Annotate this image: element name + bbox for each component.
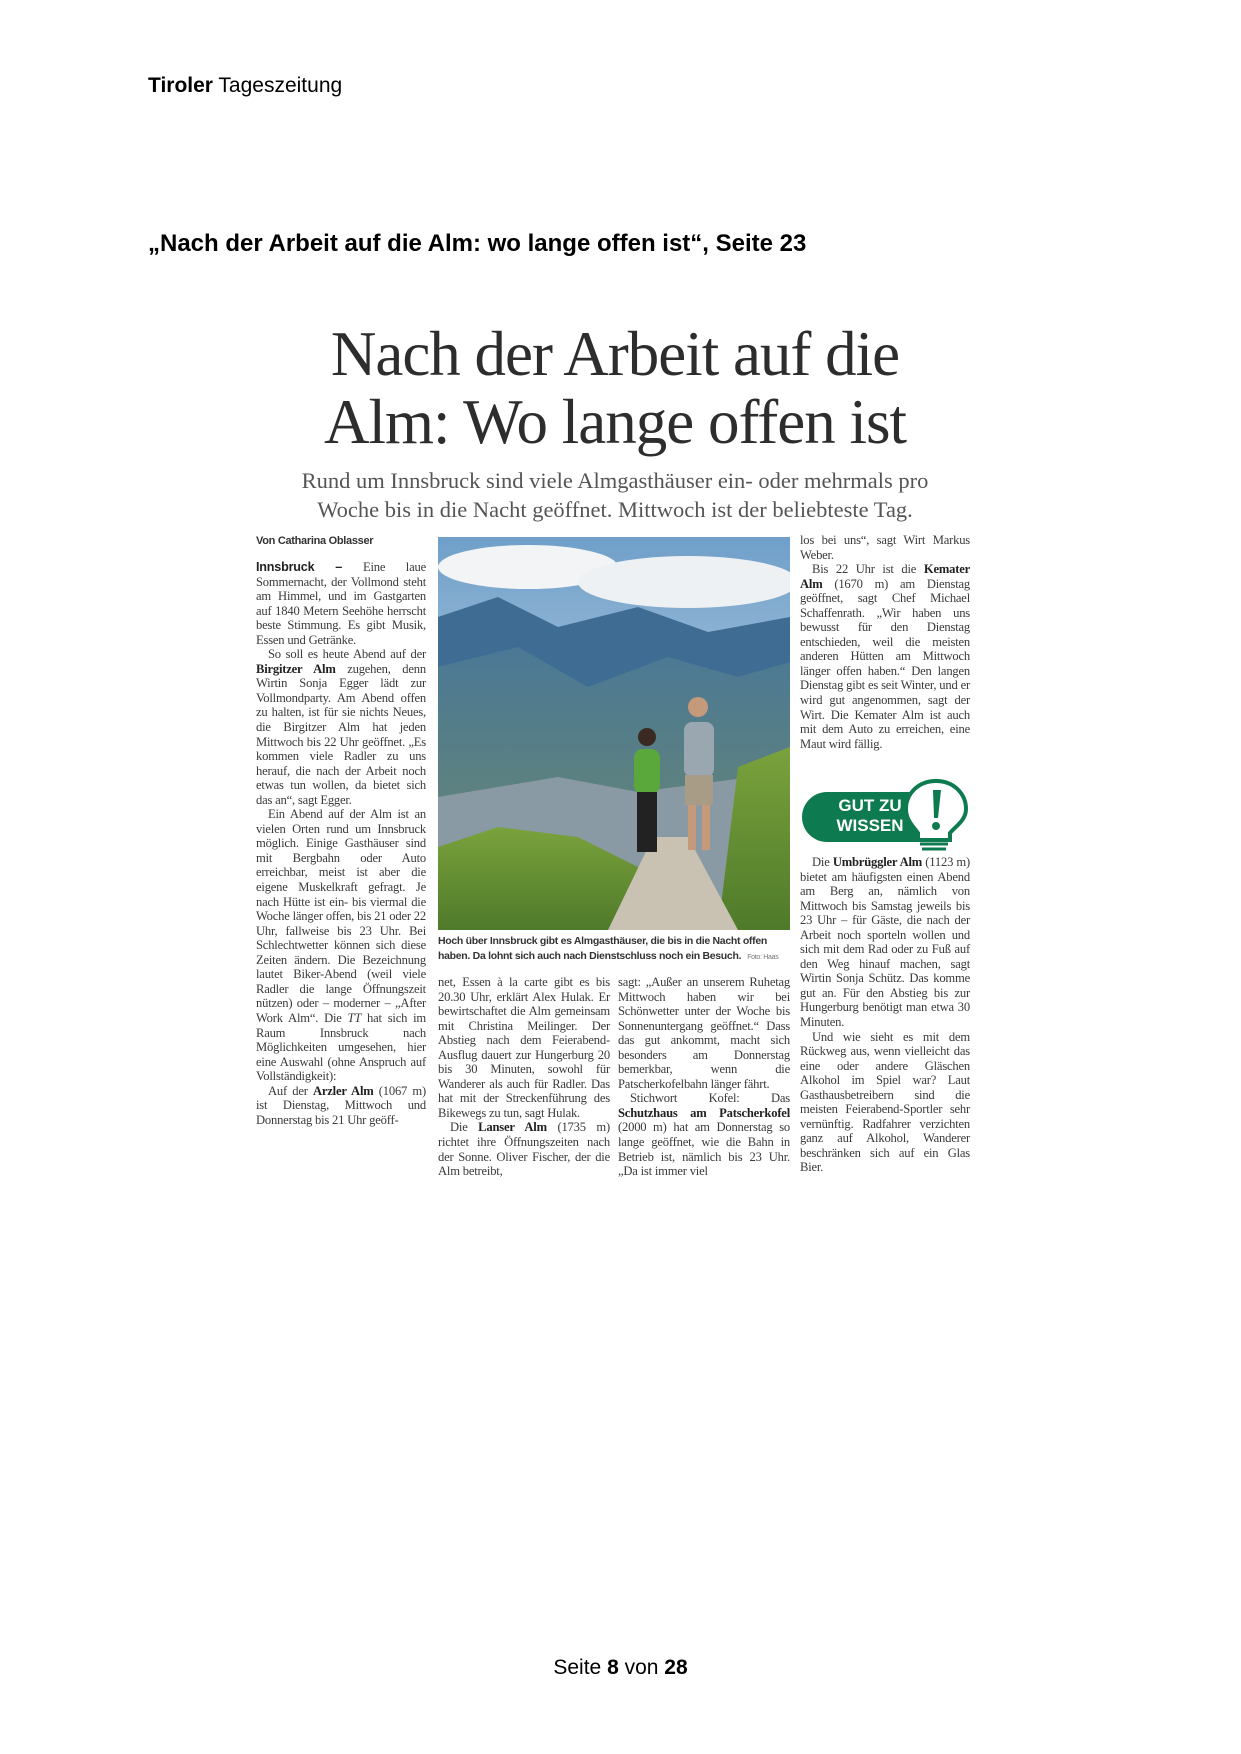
italic-text: TT <box>347 1010 362 1025</box>
photo-caption <box>438 934 790 965</box>
caption-text: Hoch über Innsbruck gibt es Almgasthäuser, die bis in die Nacht offen haben. Da lohnt sich auch nach Dienstschluss noch ein Besuch. <box>438 935 767 962</box>
bold-text: Lanser Alm <box>478 1120 547 1135</box>
paragraph-text: (1670 m) am Dienstag geöffnet, sagt Chef Michael Schaffenrath. „Wir haben uns bewusst für den Dienstag entschieden, weil die meisten anderen Hütten am Mittwoch länger offen haben.“ Den langen Dienstag gibt es seit Winter, und er wird gut angenommen, sagt der Wirt. Die Kemater Alm ist auch mit dem Auto zu erreichen, eine Maut wird fällig. <box>800 576 970 751</box>
publication-header <box>148 74 342 98</box>
paragraph-text: Ein Abend auf der Alm ist an vielen Orten rund um Innsbruck möglich. Einige Gasthäuser sind mit Bergbahn oder Auto erreichbar, meist ist aber die eigene Muskelkraft gefragt. Je nach Hütte ist ein- bis viermal die Woche länger offen, bis 21 oder 22 Uhr, fallweise bis 23 Uhr. Bei Schlechtwetter können sich diese Zeiten ändern. Die Bezeichnung lautet Biker-Abend (weil viele Radler die lange Öffnungszeit nützen) oder – moderner – „After Work Alm“. Die <box>256 807 426 1025</box>
article-paragraph <box>256 807 426 1083</box>
article-column-4-bottom <box>800 855 970 1175</box>
paragraph-text: Stichwort Kofel: Das <box>630 1091 790 1106</box>
article-subline <box>250 466 980 524</box>
bold-text: Umbrüggler Alm <box>832 855 923 869</box>
article-paragraph <box>800 855 970 1030</box>
subline-line: Rund um Innsbruck sind viele Almgasthäuser ein- oder mehrmals pro <box>301 468 929 493</box>
bold-text: Birgitzer Alm <box>256 661 336 676</box>
paragraph-text: (1123 m) bietet am häufigsten einen Abend am Berg an, nämlich von Mittwoch bis Samstag jeweils bis 23 Uhr – für Gäste, die nach der Arbeit noch sporteln wollen und sich mit dem Rad oder zu Fuß auf den Weg hinauf machen, sagt Wirtin Sonja Schütz. Das komme gut an. Für den Abstieg bis zur Hungerburg benötigt man etwa 30 Minuten. <box>800 855 971 1030</box>
bold-text: Arzler Alm <box>312 1083 374 1098</box>
article-paragraph <box>618 1091 790 1178</box>
footer-middle: von <box>618 1656 665 1679</box>
badge-line: GUT ZU <box>838 796 902 815</box>
paragraph-text: sagt: „Außer an unserem Ruhetag Mittwoch haben wir bei Schönwetter unter der Woche bis Sonnenuntergang geöffnet.“ Dass das gut ankommt, macht sich besonders am Donnerstag bemerkbar, wenn die Patscherkofelbahn länger fährt. <box>618 975 790 1091</box>
bold-text: Kemater Alm <box>800 562 970 591</box>
article-paragraph <box>438 975 610 1120</box>
byline: Von Catharina Oblasser <box>256 535 374 547</box>
article-paragraph <box>800 562 970 751</box>
subline-line: Woche bis in die Nacht geöffnet. Mittwoch ist der beliebteste Tag. <box>317 497 913 522</box>
footer-prefix: Seite <box>553 1656 608 1679</box>
paragraph-text: Eine laue Sommernacht, der Vollmond steht am Himmel, und im Gastgarten auf 1840 Metern Seehöhe herrscht beste Stimmung. Es gibt Musik, Essen und Getränke. <box>256 560 426 647</box>
headline-line: Alm: Wo lange offen ist <box>323 387 907 457</box>
paragraph-text: hat sich im Raum Innsbruck nach Möglichkeiten umgesehen, hier eine Auswahl (ohne Anspruch auf Vollständigkeit): <box>256 1010 426 1084</box>
total-pages: 28 <box>664 1656 688 1679</box>
lightbulb-exclamation-icon <box>900 778 972 853</box>
bold-text: Innsbruck – <box>256 560 363 574</box>
paragraph-text: zugehen, denn Wirtin Sonja Egger lädt zur Vollmondparty. Am Abend offen zu halten, ist für sie nichts Neues, die Birgitzer Alm hat jeden Mittwoch bis 22 Uhr geöffnet. „Es kommen viele Radler zu uns herauf, die nach der Arbeit noch etwas tun wollen, da bietet sich das an“, sagt Egger. <box>256 661 426 807</box>
paragraph-text: Die <box>812 855 833 869</box>
article-paragraph <box>438 1120 610 1178</box>
headline-line: Nach der Arbeit auf die <box>330 319 900 389</box>
document-title: „Nach der Arbeit auf die Alm: wo lange offen ist“, Seite 23 <box>148 230 807 257</box>
paragraph-text: (1067 m) ist Dienstag, Mittwoch und Donnerstag bis 21 Uhr geöff- <box>256 1083 426 1127</box>
photo-credit: Foto: Haas <box>747 954 779 961</box>
article-paragraph <box>256 1084 426 1128</box>
article-column-4-top <box>800 533 970 751</box>
paragraph-text: (1735 m) richtet ihre Öffnungszeiten nach der Sonne. Oliver Fischer, der die Alm betreibt, <box>438 1120 610 1179</box>
paragraph-text: (2000 m) hat am Donnerstag so lange geöffnet, wie die Bahn in Betrieb ist, nämlich bis 23 Uhr. „Da ist immer viel <box>618 1120 790 1179</box>
current-page-number: 8 <box>607 1656 619 1679</box>
gut-zu-wissen-badge <box>802 778 972 853</box>
brand-bold: Tiroler <box>148 74 213 97</box>
article-column-2 <box>438 975 610 1179</box>
paragraph-text: Auf der <box>268 1083 313 1098</box>
hikers-mountain-photo <box>438 537 790 930</box>
article-headline <box>250 320 980 456</box>
page-footer <box>0 1656 1241 1680</box>
bold-text: Schutzhaus am Patscherkofel <box>618 1105 790 1120</box>
article-photo <box>438 537 790 930</box>
badge-line: WISSEN <box>836 816 904 835</box>
article-column-3 <box>618 975 790 1179</box>
article-paragraph <box>800 1030 970 1175</box>
article-paragraph <box>256 560 426 647</box>
paragraph-text: net, Essen à la carte gibt es bis 20.30 Uhr, erklärt Alex Hulak. Er bewirtschaftet die Alm gemeinsam mit Christina Meilinger. Der Abstieg nach dem Feierabend-Ausflug dauert zur Hungerburg 20 bis 30 Minuten, sowohl für Wanderer als auch für Radler. Das hat mit der Streckenführung des Bikewegs zu tun, sagt Hulak. <box>438 975 610 1120</box>
newspaper-clipping <box>250 320 980 1205</box>
paragraph-text: los bei uns“, sagt Wirt Markus Weber. <box>800 533 970 562</box>
article-paragraph <box>618 975 790 1091</box>
article-column-1 <box>256 560 426 1127</box>
brand-regular: Tageszeitung <box>212 74 343 97</box>
paragraph-text: Und wie sieht es mit dem Rückweg aus, wenn vielleicht das eine oder andere Gläschen Alkohol im Spiel war? Laut Gasthausbetreibern sind die meisten Feierabend-Sportler sehr vernünftig. Radfahrer verzichten ganz auf Alkohol, Wanderer beschränken sich auf ein Glas Bier. <box>800 1029 970 1175</box>
article-paragraph <box>256 647 426 807</box>
article-paragraph <box>800 533 970 562</box>
paragraph-text: Die <box>450 1120 479 1135</box>
paragraph-text: Bis 22 Uhr ist die <box>812 562 924 577</box>
paragraph-text: So soll es heute Abend auf der <box>268 647 426 662</box>
